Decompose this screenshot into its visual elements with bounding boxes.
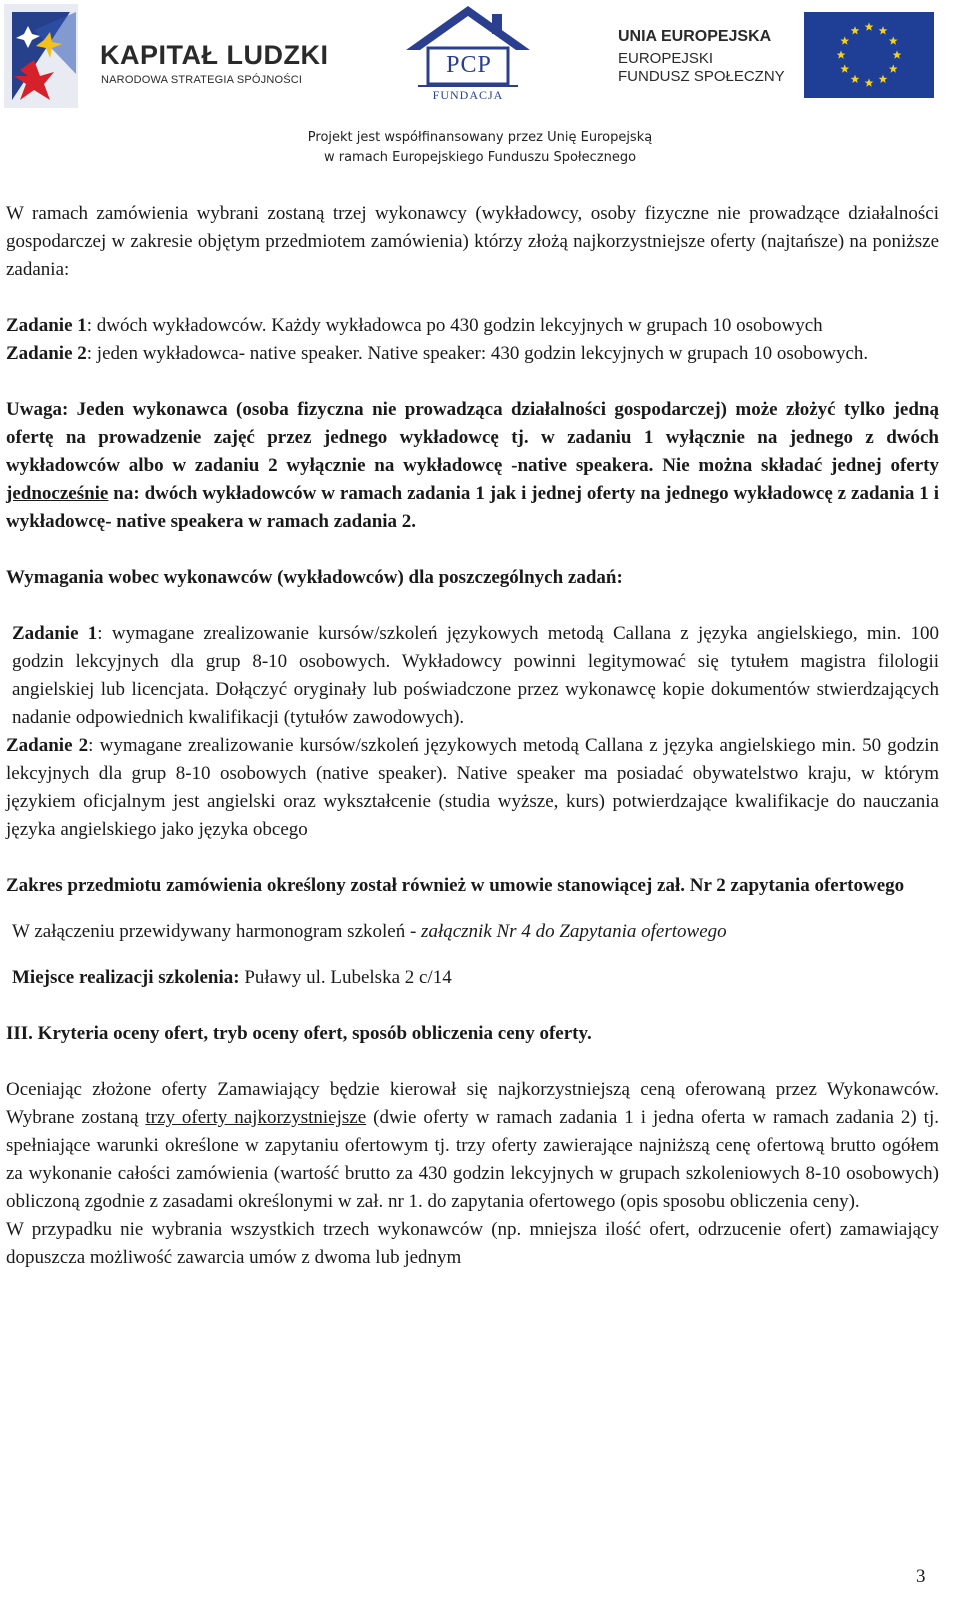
task-1-label: Zadanie 1 xyxy=(6,315,87,336)
page-header xyxy=(0,0,960,170)
notice-underlined: jednocześnie xyxy=(6,483,109,504)
evaluation-text-b: (dwie oferty w ramach zadania 1 i jedna oferta w ramach zadania 2) tj. spełniające warunki określone w zapytaniu ofertowym tj. trzy oferty zawierające najniższą cenę ofertową brutto ogółem za wykonanie całości zamówienia (wartość brutto za 430 godzin lekcyjnych w grupach szkoleniowych 8-10 osobowych) obliczoną zgodnie z zasadami określonymi w zał. nr 1. do zapytania ofertowego (opis sposobu obliczenia ceny). xyxy=(6,1107,939,1212)
schedule-attachment: załącznik Nr 4 do Zapytania ofertowego xyxy=(421,921,727,942)
cofinance-line-2: w ramach Europejskiego Funduszu Społecznego xyxy=(323,150,637,165)
notice-text-b: na: dwóch wykładowców w ramach zadania 1 jak i jednej oferty na jednego wykładowcę z zadania 1 i wykładowcę- native speakera w ramach zadania 2. xyxy=(6,483,939,532)
pcp-fundacja-text: FUNDACJA xyxy=(432,88,504,102)
req-task-1-paragraph xyxy=(6,620,939,732)
page-number: 3 xyxy=(916,1566,926,1587)
req-task-2-label: Zadanie 2 xyxy=(6,735,89,756)
evaluation-paragraph xyxy=(6,1076,939,1216)
section-3-heading: III. Kryteria oceny ofert, tryb oceny ofert, sposób obliczenia ceny oferty. xyxy=(6,1023,592,1044)
req-task-1-label: Zadanie 1 xyxy=(12,623,98,644)
notice-paragraph xyxy=(6,396,939,536)
notice-text-a: Uwaga: Jeden wykonawca (osoba fizyczna nie prowadząca działalności gospodarczej) może złożyć tylko jedną ofertę na prowadzenie zajęć przez jednego wykładowcę tj. w zadaniu 1 wyłącznie na jednego z dwóch wykładowców albo w zadaniu 2 wyłącznie na wykładowcę -native speakera. Nie można składać jednej oferty xyxy=(6,399,939,476)
eu-logo xyxy=(614,12,944,102)
task-2-paragraph xyxy=(6,340,939,368)
location-value: Puławy ul. Lubelska 2 c/14 xyxy=(239,967,452,988)
task-1-text: : dwóch wykładowców. Każdy wykładowca po 430 godzin lekcyjnych w grupach 10 osobowych xyxy=(86,315,823,336)
eu-title: UNIA EUROPEJSKA xyxy=(618,28,772,45)
schedule-text: W załączeniu przewidywany harmonogram szkoleń - xyxy=(12,921,422,942)
task-2-text: : jeden wykładowca- native speaker. Native speaker: 430 godzin lekcyjnych w grupach 10 osobowych. xyxy=(86,343,869,364)
evaluation-underlined: trzy oferty najkorzystniejsze xyxy=(145,1107,367,1128)
eu-fund-line1: EUROPEJSKI xyxy=(618,50,714,67)
cofinance-note xyxy=(0,128,960,168)
location-paragraph xyxy=(6,964,939,992)
intro-paragraph: W ramach zamówienia wybrani zostaną trzej wykonawcy (wykładowcy, osoby fizyczne nie prowadzące działalności gospodarczej w zakresie objętym przedmiotem zamówienia) którzy złożą najkorzystniejsze oferty (najtańsze) na poniższe zadania: xyxy=(6,203,939,280)
document-body xyxy=(6,200,939,1272)
pcp-logo-text: PCP xyxy=(446,52,492,78)
kapital-ludzki-emblem-icon xyxy=(4,4,84,108)
task-2-label: Zadanie 2 xyxy=(6,343,87,364)
evaluation-text-a: Oceniając złożone oferty Zamawiający będzie kierował się najkorzystniejszą ceną oferowaną przez Wykonawców. Wybrane zostaną xyxy=(6,1079,939,1128)
req-task-2-text: : wymagane zrealizowanie kursów/szkoleń językowych metodą Callana z języka angielskiego min. 50 godzin lekcyjnych dla grup 8-10 osobowych (native speaker). Native speaker ma posiadać obywatelstwo kraju, w którym językiem oficjalnym jest angielski oraz wykształcenie (studia wyższe, kurs) potwierdzające kwalifikacje do nauczania języka angielskiego jako języka obcego xyxy=(6,735,939,840)
requirements-heading: Wymagania wobec wykonawców (wykładowców) dla poszczególnych zadań: xyxy=(6,567,623,588)
kapital-ludzki-title: KAPITAŁ LUDZKI xyxy=(100,40,329,70)
kapital-ludzki-logo xyxy=(4,4,334,108)
task-1-paragraph xyxy=(6,312,939,340)
fallback-paragraph: W przypadku nie wybrania wszystkich trzech wykonawców (np. mniejsza ilość ofert, odrzucenie ofert) zamawiający dopuszcza możliwość zawarcia umów z dwoma lub jednym xyxy=(6,1219,939,1268)
req-task-1-text: : wymagane zrealizowanie kursów/szkoleń językowych metodą Callana z języka angielskiego, min. 100 godzin lekcyjnych dla grup 8-10 osobowych. Wykładowcy powinni legitymować się tytułem magistra filologii angielskiej lub licencjata. Dołączyć oryginały lub poświadczone przez wykonawcę kopie dokumentów stwierdzających nadanie odpowiednich kwalifikacji (tytułów zawodowych). xyxy=(12,623,939,728)
pcp-fundacja-logo xyxy=(398,2,538,104)
eu-fund-line2: FUNDUSZ SPOŁECZNY xyxy=(618,68,785,85)
location-label: Miejsce realizacji szkolenia: xyxy=(12,967,240,988)
cofinance-line-1: Projekt jest współfinansowany przez Unię Europejską xyxy=(307,130,653,145)
eu-flag-icon xyxy=(804,12,934,98)
req-task-2-paragraph xyxy=(6,732,939,844)
schedule-paragraph xyxy=(6,918,939,946)
kapital-ludzki-subtitle: NARODOWA STRATEGIA SPÓJNOŚCI xyxy=(101,74,303,86)
scope-paragraph: Zakres przedmiotu zamówienia określony został również w umowie stanowiącej zał. Nr 2 zapytania ofertowego xyxy=(6,875,905,896)
